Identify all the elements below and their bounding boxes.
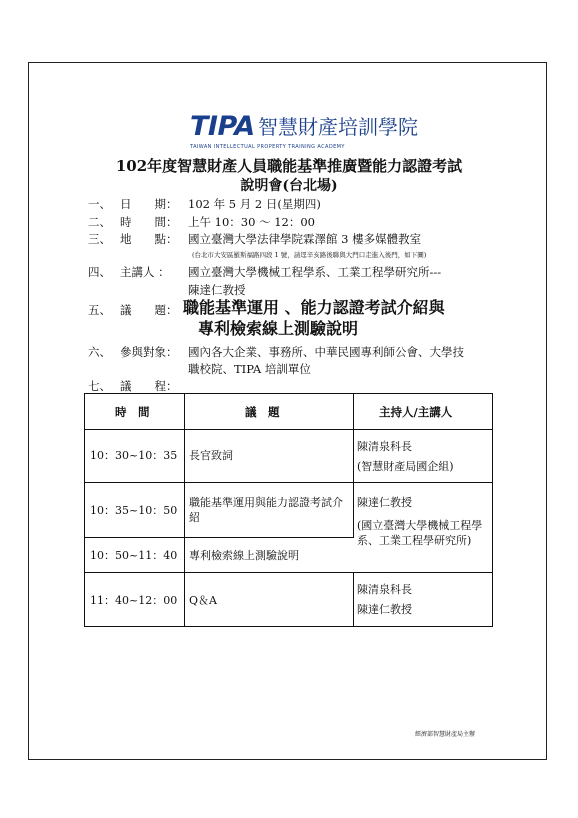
row-host-detail: 陳達仁教授 <box>357 603 412 616</box>
row-time: 10：35~10：50 <box>90 504 178 517</box>
place-value: 國立臺灣大學法律學院霖澤館 3 樓多媒體教室 <box>188 232 422 246</box>
time-label: 時 間： <box>120 215 178 229</box>
target-value-2: 職校院、TIPA 培訓單位 <box>188 362 311 376</box>
target-label: 參與對象： <box>120 345 178 359</box>
target-value: 國內各大企業、事務所、中華民國專利師公會、大學技 <box>188 345 464 359</box>
table-divider <box>353 572 354 626</box>
topic-value: 職能基準運用 、能力認證考試介紹與 <box>183 298 445 317</box>
date-label: 日 期： <box>120 197 178 211</box>
row-topic: 職能基準運用與能力認證考試介紹 <box>189 496 343 524</box>
place-note: (台北市大安區羅斯福路四段 1 號，請逕辛亥路後聯與大門口走進入後門，如下圖) <box>192 251 427 259</box>
header-host: 主持人/主講人 <box>379 405 453 419</box>
row-time: 11：40~12：00 <box>90 594 178 607</box>
row-topic: 專利檢索線上測驗說明 <box>189 549 299 562</box>
row-time: 10：50~11：40 <box>90 549 178 562</box>
row-host-detail: (國立臺灣大學機械工程學系、工業工程學研究所) <box>357 519 483 547</box>
item-number: 七、 <box>88 379 111 393</box>
table-divider <box>353 394 354 538</box>
logo-name: 智慧財產培訓學院 <box>258 115 418 139</box>
row-time: 10：30~10：35 <box>90 449 178 462</box>
table-divider <box>85 537 353 538</box>
row-host: 陳達仁教授 <box>357 496 412 509</box>
place-label: 地 點： <box>120 232 178 246</box>
item-number: 二、 <box>88 215 111 229</box>
table-divider <box>85 482 492 483</box>
topic-value-2: 專利檢索線上測驗說明 <box>198 319 359 338</box>
item-number: 六、 <box>88 345 111 359</box>
speaker-name: 陳達仁教授 <box>188 283 246 297</box>
footer-organizer: 經濟部智慧財產局主辦 <box>415 731 476 738</box>
row-host-detail: (智慧財產局國企組) <box>357 460 454 473</box>
item-number: 五、 <box>88 303 111 317</box>
document-subtitle: 說明會(台北場) <box>240 178 338 194</box>
document-title: 102年度智慧財產人員職能基準推廣暨能力認證考試 <box>115 157 463 175</box>
row-topic: Q＆A <box>189 594 217 607</box>
logo-mark: TIPA <box>190 111 255 142</box>
topic-label: 議 題： <box>120 303 178 317</box>
row-topic: 長官致詞 <box>189 449 233 462</box>
date-value: 102 年 5 月 2 日(星期四) <box>188 197 321 211</box>
header-time: 時 間 <box>115 405 150 419</box>
agenda-label: 議 程： <box>120 379 178 393</box>
speaker-value: 國立臺灣大學機械工程學系、工業工程學研究所--- <box>188 265 442 279</box>
row-host: 陳清泉科長 <box>357 440 412 453</box>
row-host: 陳清泉科長 <box>357 583 412 596</box>
item-number: 三、 <box>88 232 111 246</box>
table-divider <box>85 572 492 573</box>
item-number: 四、 <box>88 265 111 279</box>
time-value: 上午 10：30 ～ 12：00 <box>188 215 315 229</box>
agenda-table <box>84 393 493 627</box>
table-divider <box>85 429 492 430</box>
item-number: 一、 <box>88 197 111 211</box>
speaker-label: 主講人 ： <box>120 265 170 279</box>
header-topic: 議 題 <box>245 405 280 419</box>
logo-subtitle: TAIWAN INTELLECTUAL PROPERTY TRAINING ACADEMY <box>190 144 345 150</box>
